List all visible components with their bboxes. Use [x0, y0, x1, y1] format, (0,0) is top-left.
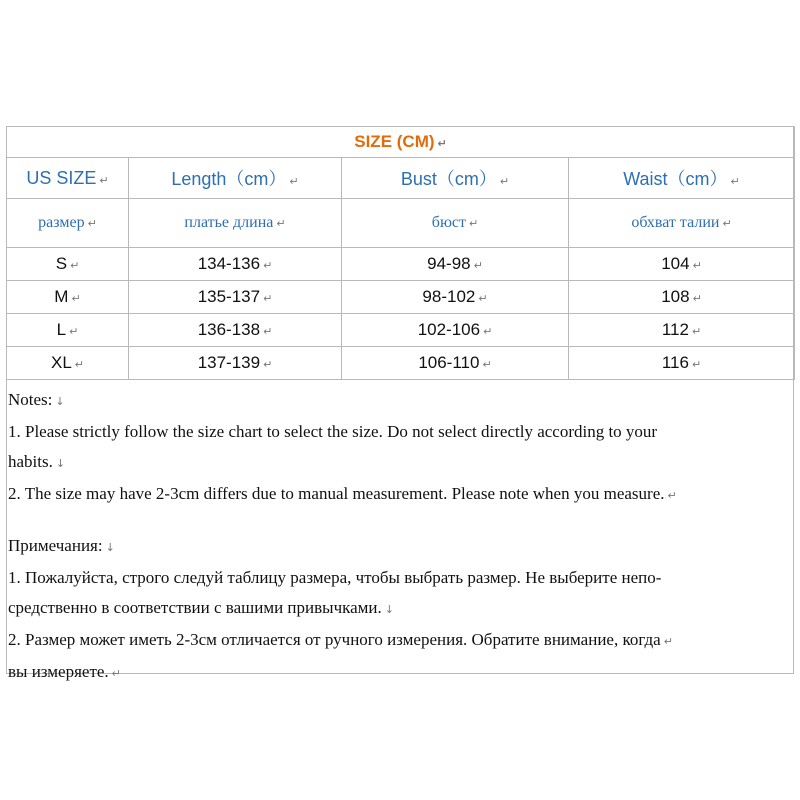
table-row	[7, 248, 795, 281]
header-bust: Bust（cm）	[400, 169, 497, 189]
paragraph-mark-icon: ↵	[499, 175, 510, 188]
paragraph-mark-icon: ↵	[691, 325, 702, 338]
paragraph-mark-icon: ↵	[69, 325, 79, 338]
cell-text: 112	[661, 320, 689, 339]
paragraph-mark-icon: ↵	[691, 358, 702, 371]
size-table	[6, 126, 795, 380]
cell-text: M	[54, 287, 69, 306]
table-row	[7, 347, 795, 380]
cell-text: 102-106	[417, 320, 481, 339]
paragraph-mark-icon: ↓	[105, 541, 115, 554]
note-text: вы измеряете.	[8, 662, 109, 681]
spacer	[8, 511, 792, 531]
header-cell-ru	[342, 199, 569, 248]
paragraph-mark-icon: ↵	[692, 292, 702, 305]
notes-heading-text: Notes:	[8, 390, 53, 409]
paragraph-mark-icon: ↵	[289, 175, 299, 188]
length-cell	[129, 314, 342, 347]
size-cell	[7, 281, 129, 314]
paragraph-mark-icon: ↵	[663, 635, 673, 648]
bust-cell	[342, 248, 569, 281]
length-cell	[129, 347, 342, 380]
note-text: 1. Please strictly follow the size chart to select the size. Do not select directly according to your	[8, 422, 658, 441]
cell-text: S	[55, 254, 68, 273]
note-line-ru	[8, 593, 792, 625]
paragraph-mark-icon: ↵	[263, 325, 273, 338]
header-us-size: US SIZE	[26, 167, 97, 188]
table-row	[7, 314, 795, 347]
paragraph-mark-icon: ↵	[483, 325, 493, 338]
paragraph-mark-icon: ↵	[437, 137, 447, 150]
cell-text: 135-137	[197, 287, 261, 306]
paragraph-mark-icon: ↵	[482, 358, 492, 371]
header-cell	[129, 158, 342, 199]
table-title-cell	[7, 127, 795, 158]
header-cell	[569, 158, 795, 199]
cell-text: 134-136	[197, 254, 261, 273]
header-waist: Waist（cm）	[623, 169, 728, 189]
bust-cell	[342, 281, 569, 314]
notes-heading-ru-text: Примечания:	[8, 536, 103, 555]
note-text: 1. Пожалуйста, строго следуй таблицу размера, чтобы выбрать размер. Не выберите непо-	[8, 568, 662, 587]
cell-text: 108	[661, 287, 690, 306]
note-text: habits.	[8, 452, 53, 471]
cell-text: 94-98	[427, 254, 471, 273]
header-row	[7, 158, 795, 199]
paragraph-mark-icon: ↵	[276, 217, 286, 230]
size-cell	[7, 347, 129, 380]
paragraph-mark-icon: ↵	[478, 292, 488, 305]
length-cell	[129, 281, 342, 314]
cell-text: XL	[50, 353, 72, 372]
paragraph-mark-icon: ↵	[468, 217, 479, 230]
header-row-ru	[7, 199, 795, 248]
note-line-ru	[8, 625, 792, 657]
header-ru-bust: бюст	[431, 214, 466, 231]
bust-cell	[342, 347, 569, 380]
header-ru-size: размер	[38, 214, 85, 231]
paragraph-mark-icon: ↵	[692, 259, 702, 272]
header-cell-ru	[129, 199, 342, 248]
note-line	[8, 447, 792, 479]
note-text: 2. The size may have 2-3cm differs due to manual measurement. Please note when you measure.	[8, 484, 665, 503]
cell-text: 116	[661, 353, 689, 372]
paragraph-mark-icon: ↵	[473, 259, 483, 272]
note-line	[8, 479, 792, 511]
bust-cell	[342, 314, 569, 347]
cell-text: 98-102	[422, 287, 476, 306]
size-cell	[7, 314, 129, 347]
paragraph-mark-icon: ↵	[87, 217, 97, 230]
paragraph-mark-icon: ↵	[263, 292, 273, 305]
waist-cell	[569, 314, 795, 347]
header-ru-length: платье длина	[184, 214, 274, 231]
paragraph-mark-icon: ↵	[263, 358, 273, 371]
paragraph-mark-icon: ↵	[70, 259, 80, 272]
waist-cell	[569, 347, 795, 380]
paragraph-mark-icon: ↵	[99, 173, 109, 187]
header-cell	[342, 158, 569, 199]
paragraph-mark-icon: ↵	[722, 217, 732, 230]
paragraph-mark-icon: ↵	[263, 259, 273, 272]
size-cell	[7, 248, 129, 281]
header-ru-waist: обхват талии	[631, 214, 720, 231]
paragraph-mark-icon: ↓	[384, 603, 394, 616]
cell-text: 106-110	[418, 353, 480, 372]
note-line-ru	[8, 563, 792, 593]
waist-cell	[569, 248, 795, 281]
note-text: 2. Размер может иметь 2-3см отличается от ручного измерения. Обратите внимание, когда	[8, 630, 661, 649]
header-cell-ru	[7, 199, 129, 248]
note-text: средственно в соответствии с вашими привычками.	[8, 598, 382, 617]
waist-cell	[569, 281, 795, 314]
notes-heading	[8, 385, 792, 417]
table-row	[7, 281, 795, 314]
cell-text: 136-138	[197, 320, 261, 339]
notes-section	[8, 385, 792, 689]
paragraph-mark-icon: ↵	[71, 292, 81, 305]
length-cell	[129, 248, 342, 281]
cell-text: 104	[661, 254, 690, 273]
paragraph-mark-icon: ↓	[55, 457, 66, 470]
paragraph-mark-icon: ↵	[667, 489, 677, 502]
paragraph-mark-icon: ↵	[730, 175, 740, 188]
paragraph-mark-icon: ↵	[111, 667, 121, 680]
paragraph-mark-icon: ↵	[74, 358, 84, 371]
header-cell	[7, 158, 129, 199]
note-line-ru	[8, 657, 792, 689]
note-line	[8, 417, 792, 447]
header-cell-ru	[569, 199, 795, 248]
header-length: Length（cm）	[171, 169, 287, 189]
paragraph-mark-icon: ↓	[55, 395, 65, 408]
notes-heading-ru	[8, 531, 792, 563]
cell-text: 137-139	[197, 353, 261, 372]
table-title: SIZE (CM)	[354, 132, 435, 151]
cell-text: L	[56, 320, 67, 339]
